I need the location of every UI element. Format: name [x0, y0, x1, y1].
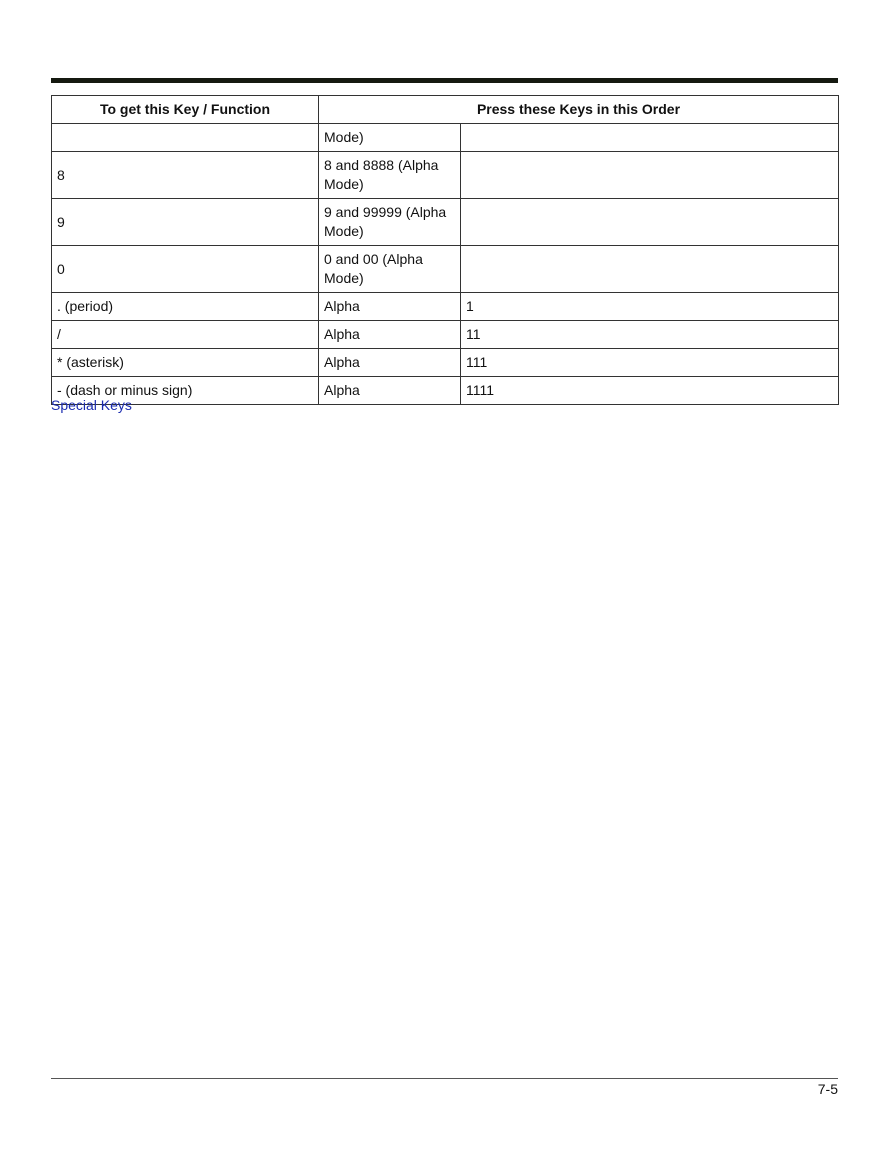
table-row [52, 152, 839, 199]
table-row [52, 293, 839, 321]
key-cell: 9 [52, 199, 319, 246]
first-key-cell: Alpha [319, 293, 461, 321]
header-press-keys: Press these Keys in this Order [319, 96, 839, 124]
second-key-cell: 1111 [461, 377, 839, 405]
second-key-cell [461, 199, 839, 246]
table-row [52, 199, 839, 246]
page-number: 7-5 [817, 1081, 838, 1097]
key-cell: / [52, 321, 319, 349]
first-key-cell: Mode) [319, 124, 461, 152]
key-cell: 0 [52, 246, 319, 293]
key-cell [52, 124, 319, 152]
table-row [52, 246, 839, 293]
second-key-cell: 1 [461, 293, 839, 321]
second-key-cell [461, 152, 839, 199]
key-cell: - (dash or minus sign) [52, 377, 319, 405]
first-key-cell: 8 and 8888 (Alpha Mode) [319, 152, 461, 199]
second-key-cell [461, 124, 839, 152]
first-key-cell: 9 and 99999 (Alpha Mode) [319, 199, 461, 246]
first-key-cell: 0 and 00 (Alpha Mode) [319, 246, 461, 293]
key-cell: . (period) [52, 293, 319, 321]
table-row [52, 124, 839, 152]
special-keys-link[interactable]: Special Keys [51, 397, 132, 413]
key-cell: * (asterisk) [52, 349, 319, 377]
key-cell: 8 [52, 152, 319, 199]
table-row [52, 321, 839, 349]
second-key-cell: 11 [461, 321, 839, 349]
table-row [52, 377, 839, 405]
header-key-function: To get this Key / Function [52, 96, 319, 124]
key-function-table [51, 95, 839, 405]
footer-rule [51, 1078, 838, 1079]
first-key-cell: Alpha [319, 349, 461, 377]
second-key-cell [461, 246, 839, 293]
second-key-cell: 111 [461, 349, 839, 377]
first-key-cell: Alpha [319, 321, 461, 349]
table-header-row [52, 96, 839, 124]
first-key-cell: Alpha [319, 377, 461, 405]
top-rule [51, 78, 838, 83]
table-row [52, 349, 839, 377]
